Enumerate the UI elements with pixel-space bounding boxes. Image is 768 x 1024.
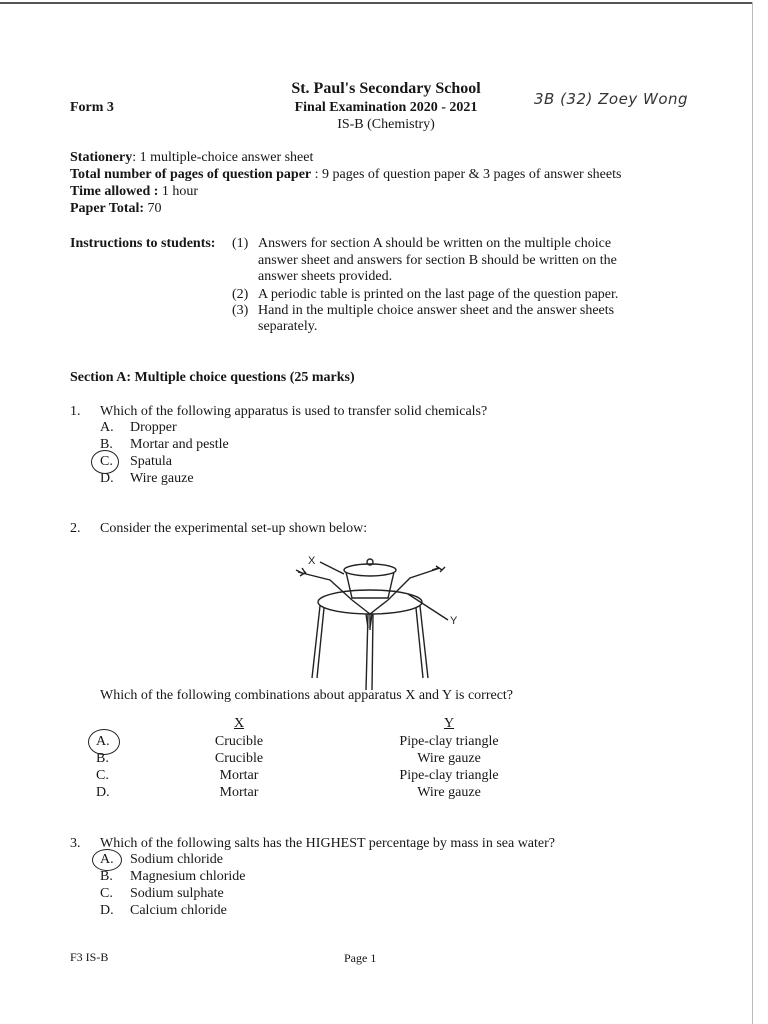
q1-option-a-text: Dropper [130, 420, 177, 435]
total-label: Paper Total: [70, 201, 145, 216]
q3-option-c-letter: C. [100, 886, 113, 901]
tripod-leg-right [416, 606, 428, 678]
q1-text: Which of the following apparatus is used to transfer solid chemicals? [100, 404, 488, 419]
q2-column-x-header: X [233, 716, 245, 731]
q3-number: 3. [70, 836, 81, 851]
diagram-label-y: Y [450, 615, 458, 627]
q3-option-d-letter: D. [100, 903, 114, 918]
pages-label: Total number of pages of question paper [70, 167, 312, 182]
triangle-wire-front [352, 600, 388, 614]
q2-row-d-x: Mortar [219, 785, 259, 800]
stationery-line [70, 150, 313, 166]
pages-line [70, 167, 621, 183]
q3-option-d-text: Calcium chloride [130, 903, 227, 918]
subject-title: IS-B (Chemistry) [337, 117, 435, 132]
q1-option-b-text: Mortar and pestle [130, 437, 229, 452]
q1-option-d-letter: D. [100, 471, 114, 486]
q1-option-a-letter: A. [100, 420, 114, 435]
q2-number: 2. [70, 521, 81, 536]
pointer-line-y [408, 594, 448, 620]
form-label: Form 3 [70, 100, 114, 115]
q3-answer-circle-mark [92, 849, 122, 871]
instruction-num-1: (1) [232, 236, 249, 251]
total-line [70, 201, 162, 217]
instructions-label: Instructions to students: [70, 236, 216, 251]
diagram-label-x: X [308, 555, 316, 567]
q2-row-c-x: Mortar [219, 768, 259, 783]
crucible-lid [344, 564, 396, 576]
pointer-line-x [320, 562, 344, 574]
tripod-ring [318, 590, 422, 614]
q1-number: 1. [70, 404, 81, 419]
time-label: Time allowed : [70, 184, 159, 199]
stationery-label: Stationery [70, 150, 133, 165]
instruction-num-2: (2) [232, 287, 249, 302]
q3-option-a-text: Sodium chloride [130, 852, 223, 867]
q2-row-a-x: Crucible [214, 734, 264, 749]
stationery-value: : 1 multiple-choice answer sheet [132, 150, 314, 165]
q2-column-y-header: Y [443, 716, 455, 731]
instruction-1-line-2: answer sheet and answers for section B should be written on the [258, 253, 617, 268]
scan-top-edge [0, 2, 752, 4]
q3-option-b-text: Magnesium chloride [130, 869, 246, 884]
pages-value: : 9 pages of question paper & 3 pages of answer sheets [311, 167, 622, 182]
instruction-2-line-1: A periodic table is printed on the last page of the question paper. [258, 287, 619, 302]
page-number: Page 1 [344, 951, 377, 965]
time-value: 1 hour [158, 184, 199, 199]
tripod-leg-left [312, 606, 324, 678]
instruction-3-line-2: separately. [258, 319, 318, 334]
total-value: 70 [144, 201, 162, 216]
q2-answer-circle-mark [88, 729, 120, 755]
q1-option-c-letter: C. [100, 454, 113, 469]
q1-option-b-letter: B. [100, 437, 113, 452]
q2-row-d-y: Wire gauze [417, 785, 481, 800]
q2-row-b-y: Wire gauze [417, 751, 481, 766]
q2-row-b-letter: B. [96, 751, 109, 766]
q2-text: Consider the experimental set-up shown below: [100, 521, 368, 536]
q2-row-c-y: Pipe-clay triangle [399, 768, 499, 783]
q1-option-d-text: Wire gauze [130, 471, 194, 486]
q3-text: Which of the following salts has the HIGHEST percentage by mass in sea water? [100, 836, 555, 851]
q2-row-a-y: Pipe-clay triangle [399, 734, 499, 749]
instruction-3-line-1: Hand in the multiple choice answer sheet and the answer sheets [258, 303, 615, 318]
q2-row-b-x: Crucible [214, 751, 264, 766]
school-name: St. Paul's Secondary School [291, 80, 481, 97]
student-name-handwritten: 3B (32) Zoey Wong [534, 90, 689, 108]
q2-row-c-letter: C. [96, 768, 109, 783]
triangle-twist-front [366, 614, 372, 630]
q2-row-a-letter: A. [96, 734, 110, 749]
q2-question: Which of the following combinations about apparatus X and Y is correct? [100, 688, 514, 703]
crucible-on-tripod-diagram [290, 550, 490, 700]
exam-title: Final Examination 2020 - 2021 [294, 100, 478, 115]
scan-right-edge [752, 2, 753, 1024]
q1-answer-circle-mark [91, 450, 119, 474]
q3-option-b-letter: B. [100, 869, 113, 884]
section-a-title: Section A: Multiple choice questions (25 marks) [70, 370, 355, 385]
q1-option-c-text: Spatula [130, 454, 172, 469]
instruction-1-line-1: Answers for section A should be written on the multiple choice [258, 236, 612, 251]
triangle-twist-left [296, 568, 306, 576]
q3-option-a-letter: A. [100, 852, 114, 867]
q2-row-d-letter: D. [96, 785, 110, 800]
instruction-1-line-3: answer sheets provided. [258, 269, 393, 284]
instruction-num-3: (3) [232, 303, 249, 318]
q3-option-c-text: Sodium sulphate [130, 886, 224, 901]
time-line [70, 184, 198, 200]
footer-code: F3 IS-B [70, 950, 109, 964]
